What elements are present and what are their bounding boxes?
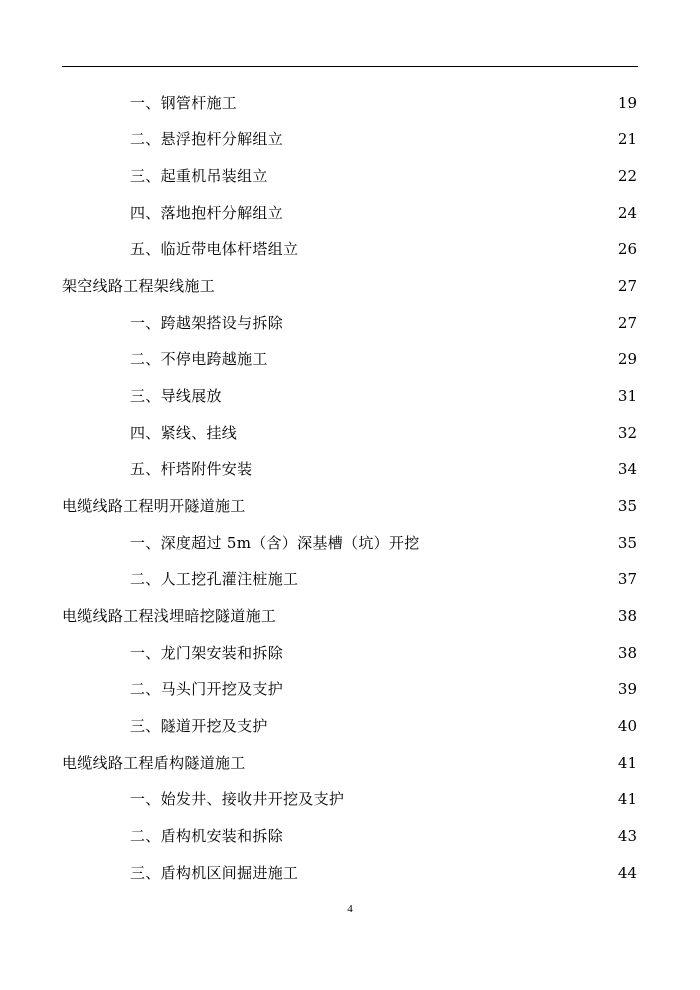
- toc-entry-page: 40: [617, 717, 637, 735]
- toc-entry-page: 22: [617, 167, 637, 185]
- toc-entry[interactable]: [130, 714, 637, 738]
- toc-entry-page: 26: [617, 240, 637, 258]
- toc-entry[interactable]: [130, 531, 637, 555]
- toc-entry-page: 21: [617, 130, 637, 148]
- toc-entry-page: 43: [617, 827, 637, 845]
- toc-dot-leader: [290, 127, 610, 151]
- toc-entry[interactable]: [62, 494, 637, 518]
- toc-dot-leader: [305, 237, 610, 261]
- toc-dot-leader: [290, 677, 610, 701]
- toc-entry-title: 一、跨越架搭设与拆除: [130, 314, 284, 332]
- toc-entry-page: 32: [617, 424, 637, 442]
- toc-entry-title: 四、紧线、挂线: [130, 424, 238, 442]
- toc-dot-leader: [427, 531, 610, 555]
- toc-dot-leader: [259, 457, 610, 481]
- toc-entry-title: 一、深度超过 5m（含）深基槽（坑）开挖: [130, 534, 420, 552]
- toc-entry[interactable]: [130, 824, 637, 848]
- toc-entry-page: 41: [617, 754, 637, 772]
- toc-entry-title: 二、悬浮抱杆分解组立: [130, 130, 284, 148]
- toc-dot-leader: [275, 714, 610, 738]
- toc-entry[interactable]: [130, 567, 637, 591]
- toc-dot-leader: [229, 384, 610, 408]
- toc-entry-title: 一、龙门架安装和拆除: [130, 644, 284, 662]
- toc-entry-page: 41: [617, 790, 637, 808]
- toc-entry[interactable]: [130, 311, 637, 335]
- toc-dot-leader: [290, 311, 610, 335]
- page-number: 4: [347, 903, 353, 915]
- toc-entry-title: 三、盾构机区间掘进施工: [130, 864, 299, 882]
- toc-entry-title: 三、隧道开挖及支护: [130, 717, 268, 735]
- toc-dot-leader: [275, 347, 610, 371]
- toc-dot-leader: [222, 274, 610, 298]
- toc-dot-leader: [253, 494, 610, 518]
- toc-entry[interactable]: [130, 421, 637, 445]
- toc-entry-page: 19: [617, 94, 637, 112]
- toc-entry-page: 35: [617, 534, 637, 552]
- toc-entry[interactable]: [62, 751, 637, 775]
- toc-entry-page: 38: [617, 644, 637, 662]
- toc-entry-page: 39: [617, 680, 637, 698]
- toc-dot-leader: [244, 421, 610, 445]
- toc-dot-leader: [253, 751, 610, 775]
- toc-entry-page: 29: [617, 350, 637, 368]
- toc-entry-title: 二、不停电跨越施工: [130, 350, 268, 368]
- toc-entry[interactable]: [130, 457, 637, 481]
- toc-dot-leader: [290, 641, 610, 665]
- toc-dot-leader: [305, 567, 610, 591]
- toc-dot-leader: [275, 164, 610, 188]
- toc-entry-title: 四、落地抱杆分解组立: [130, 204, 284, 222]
- toc-entry[interactable]: [130, 861, 637, 885]
- toc-entry-title: 架空线路工程架线施工: [62, 277, 216, 295]
- toc-entry[interactable]: [130, 677, 637, 701]
- toc-entry[interactable]: [130, 127, 637, 151]
- toc-dot-leader: [351, 787, 610, 811]
- toc-entry-page: 38: [617, 607, 637, 625]
- toc-dot-leader: [290, 824, 610, 848]
- toc-entry-page: 27: [617, 277, 637, 295]
- toc-entry-page: 27: [617, 314, 637, 332]
- toc-entry[interactable]: [130, 91, 637, 115]
- toc-dot-leader: [283, 604, 610, 628]
- toc-entry-page: 44: [617, 864, 637, 882]
- toc-entry[interactable]: [130, 164, 637, 188]
- toc-entry-title: 电缆线路工程盾构隧道施工: [62, 754, 246, 772]
- toc-entry-page: 37: [617, 570, 637, 588]
- header-rule: [62, 66, 638, 67]
- toc-entry[interactable]: [130, 347, 637, 371]
- toc-entry-page: 34: [617, 460, 637, 478]
- toc-entry[interactable]: [130, 641, 637, 665]
- toc-entry-title: 二、马头门开挖及支护: [130, 680, 284, 698]
- toc-entry-page: 24: [617, 204, 637, 222]
- toc-entry-title: 电缆线路工程明开隧道施工: [62, 497, 246, 515]
- toc-entry-title: 五、临近带电体杆塔组立: [130, 240, 299, 258]
- toc-entry-title: 三、导线展放: [130, 387, 222, 405]
- toc-entry[interactable]: [130, 384, 637, 408]
- toc-dot-leader: [305, 861, 610, 885]
- toc-dot-leader: [244, 91, 610, 115]
- toc-entry[interactable]: [62, 604, 637, 628]
- toc-entry-title: 五、杆塔附件安装: [130, 460, 253, 478]
- toc-entry-title: 三、起重机吊装组立: [130, 167, 268, 185]
- toc-entry[interactable]: [130, 237, 637, 261]
- toc-entry[interactable]: [62, 274, 637, 298]
- toc-entry[interactable]: [130, 201, 637, 225]
- toc-entry-title: 一、始发井、接收井开挖及支护: [130, 790, 345, 808]
- toc-entry-title: 二、人工挖孔灌注桩施工: [130, 570, 299, 588]
- toc-dot-leader: [290, 201, 610, 225]
- toc-entry-title: 一、钢管杆施工: [130, 94, 238, 112]
- toc-entry-title: 二、盾构机安装和拆除: [130, 827, 284, 845]
- toc-entry-page: 31: [617, 387, 637, 405]
- toc-entry[interactable]: [130, 787, 637, 811]
- toc-entry-page: 35: [617, 497, 637, 515]
- toc-entry-title: 电缆线路工程浅埋暗挖隧道施工: [62, 607, 277, 625]
